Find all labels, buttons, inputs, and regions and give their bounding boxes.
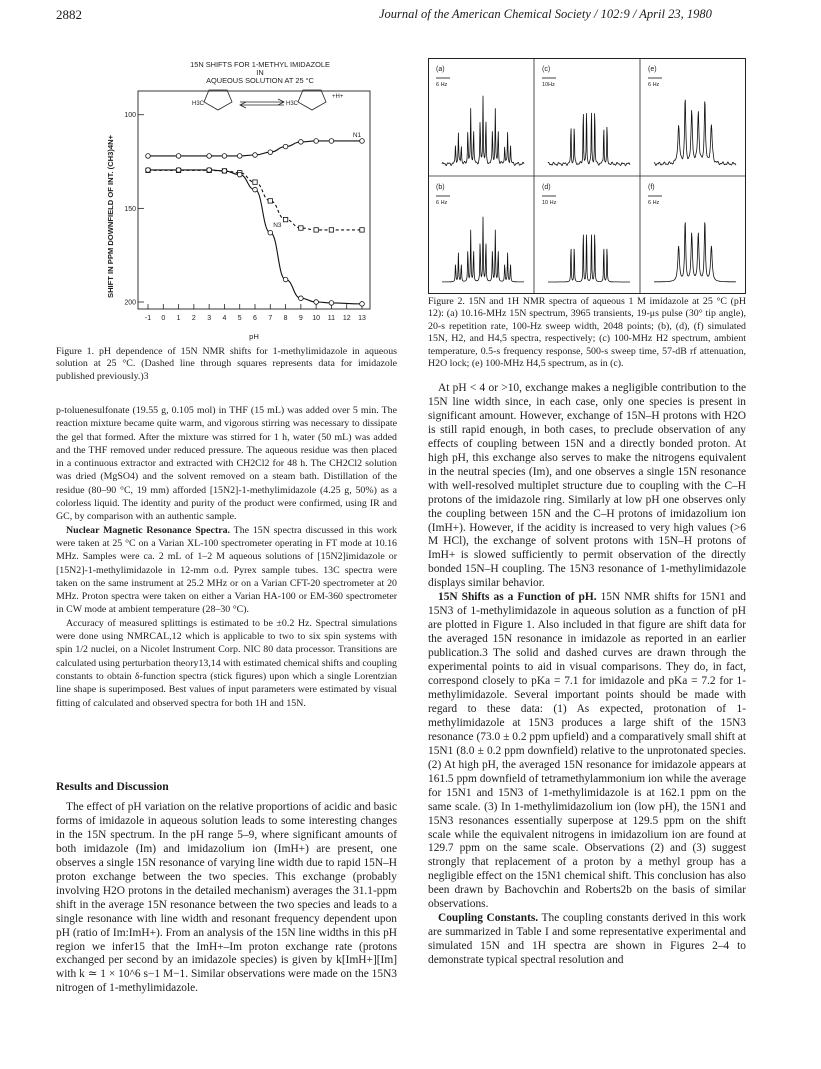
shifts-ph-heading: 15N Shifts as a Function of pH. [438,591,597,604]
x-tick-label: 3 [207,315,212,322]
x-tick-label: 5 [237,315,242,322]
scale-label: 10Hz [542,82,555,88]
y-tick-label: 200 [124,299,136,307]
x-tick-label: 11 [327,315,336,322]
data-point [283,144,288,149]
x-tick-label: 13 [358,315,366,322]
paragraph-nmr-spectra [56,524,397,617]
spectrum-panel-b [436,184,524,282]
data-point [222,154,227,159]
figure-1-caption-text: Figure 1. pH dependence of 15N NMR shifts for 1-methylimidazole in aqueous solution at 25 °C. (Dashed line through squares represents data for imidazole published previously.)3 [56,346,397,382]
left-column-results [56,780,397,996]
results-heading: Results and Discussion [56,780,169,793]
paragraph-exchange: At pH < 4 or >10, exchange makes a negligible contribution to the 15N line width since, in each case, only one species is present in significant amount. However, exchange of 15N–H protons with H2O is still rapid enough, in both cases, to preclude observation of any effects of coupling between 15N and a directly bonded proton. At high pH, this exchange also serves to make the nitrogens equivalent in the neutral species (Im), and one observes a single 15N resonance with well-resolved multiplet structure due to coupling with the C–H protons of the imidazole ring. Similarly at low pH one observes only the coupling between 15N and the C–H protons of imidazolium ion (ImH+). However, if the acidity is increased to very high values (>6 M HCl), the exchange of solvent protons with 15N–H protons of ImH+ is slowed sufficiently to permit observation of the directly bonded 15N–H coupling. The 15N3 resonance of 1-methylimidazole displays similar behavior. [428,382,746,590]
spectrum-panel-c [542,66,630,166]
spectrum-panel-f [648,184,736,282]
data-point [237,154,242,159]
figure-1-chart [100,52,390,344]
coupling-heading: Coupling Constants. [438,912,539,925]
x-tick-label: 1 [176,315,181,322]
data-point [329,301,334,306]
panel-label: (a) [436,66,445,73]
nmr-spectra-text: The 15N spectra discussed in this work were taken at 25 °C on a Varian XL-100 spectrometer operating in FT mode at 10.16 MHz. Samples were ca. 2 mL of 1–2 M aqueous solutions of [15N2]imidazole or [15N2]-1-methylimidazole in 12-mm o.d. Pyrex sample tubes. 13C spectra were taken on the same instrument at 25.2 MHz or on a Varian CFT-20 spectrometer at 20 MHz. Proton spectra were taken on either a Varian HA-100 or EM-360 spectrometer in CW mode at ambient temperature (28–30 °C). [56,524,397,616]
panel-label: (d) [542,184,551,191]
spectrum-panel-a [436,66,524,166]
fig1-title-line2: IN [256,68,264,77]
x-tick-label: 7 [268,315,273,322]
figure-2-caption-text: Figure 2. 15N and 1H NMR spectra of aqueous 1 M imidazole at 25 °C (pH 12): (a) 10.16-MHz 15N spectrum, 3965 transients, 19-μs pulse (30° tip angle), 20-s repetition rate, 100-Hz sweep width, 2048 points; (b), (d), (f) simulated 15N, H2, and H4,5 spectra, respectively; (c) 100-MHz H2 spectrum, ambient temperature, 0.5-s frequency response, 500-s sweep time, 57-dB rf attenuation, H2O lock; (e) 100-MHz H4,5 spectrum, as in (c). [428,296,746,370]
data-point [207,168,212,173]
x-tick-label: 0 [161,315,166,322]
data-point [222,169,227,174]
panel-label: (c) [542,66,551,73]
spectrum-trace [654,100,736,166]
svg-text:H3C: H3C [286,101,299,107]
right-column [428,382,746,968]
data-point [268,199,272,203]
curve-label-n3: N3 [273,222,282,230]
coupling-text: The coupling constants derived in this work are summarized in Table I and some representative experimental and simulated 15N and 1H spectra are shown in Figures 2–4 to demonstrate typical spectral resolution and [428,912,746,967]
data-point [237,172,242,177]
paragraph-accuracy: Accuracy of measured splittings is estimated to be ±0.2 Hz. Spectral simulations were done using NMRCAL,12 which is applicable to two to six spin systems with spin 1/2 nuclei, on a Nicolet Instrument Corp. NIC 80 data processor. Transitions are calculated using perturbation theory13,14 with estimated chemical shifts and coupling constants to obtain δ-function spectra (stick figures) upon which a single Lorentzian line shape is superimposed. Best values of input parameters were estimated by visual fitting of calculated and observed spectra for both 1H and 15N. [56,617,397,709]
scale-label: 6 Hz [436,82,448,88]
data-point [299,140,304,145]
paragraph-shifts-ph [428,591,746,912]
x-tick-label: 10 [312,315,321,322]
data-point [176,168,181,173]
shifts-ph-text: 15N NMR shifts for 15N1 and 15N3 of 1-methylimidazole in aqueous solution as a function of pH are plotted in Figure 1. Also included in that figure are shift data for the averaged 15N resonance in imidazole as reported in an earlier publication.3 The solid and dashed curves are drawn through the experimental points to aid in visual comparisons. They do, in fact, correspond closely to pKa = 7.1 for imidazole and pKa = 7.2 for 1-methylimidazole. Several important points should be made with regard to these data: (1) As expected, protonation of 1-methylimidazole at 15N3 produces a large shift of the 15N3 resonance (73.0 ± 0.2 ppm upfield) and a comparatively small shift at 15N1 (8.0 ± 0.2 ppm downfield) relative to the unprotonated species. (2) At high pH, the averaged 15N resonance for imidazole appears at 161.5 ppm downfield of tetramethylammonium ion while the average for 15N1 and 15N3 of 1-methylimidazole is at 162.1 ppm on the same scale. (3) In 1-methylimidazolium ion (low pH), the 15N1 and 15N3 resonances essentially superpose at 129.5 ppm on the shift scale while the equivalent nitrogens in imidazolium ion are found at 129.7 ppm on the same scale. Observations (2) and (3) suggest strongly that replacement of a proton by a methyl group has a negligible effect on the 15N1 chemical shift. This conclusion has also been drawn by Bachovchin and Roberts2b on the basis of similar observations. [428,591,746,911]
data-point [360,302,365,307]
data-point [360,139,365,144]
spectrum-trace [442,217,524,282]
x-tick-label: 4 [222,315,227,322]
nmr-spectra-heading: Nuclear Magnetic Resonance Spectra. [66,524,231,536]
panel-label: (e) [648,66,657,73]
scale-label: 6 Hz [648,82,660,88]
data-point [268,150,273,155]
x-tick-label: 2 [191,315,196,322]
curve-label-n1: N1 [352,131,362,139]
figure-1-caption [56,346,397,383]
left-column-experimental [56,404,397,710]
data-point [268,230,273,235]
data-point [314,139,319,144]
svg-text:+H+: +H+ [332,94,344,100]
fig1-title-line3: AQUEOUS SOLUTION AT 25 °C [206,76,314,85]
data-point [299,226,303,230]
spectrum-trace [548,235,630,282]
figure-2-caption [428,296,746,370]
data-point [253,180,257,184]
data-point [146,154,151,159]
spectrum-panel-d [542,184,630,282]
data-point [299,296,304,301]
fig1-title-line1: 15N SHIFTS FOR 1-METHYL IMIDAZOLE [190,60,330,69]
series-line-2 [148,170,362,230]
page-number: 2882 [56,7,82,22]
data-point [283,217,287,221]
figure-2-spectra [428,58,746,294]
fig1-ylabel: SHIFT IN PPM DOWNFIELD OF INT. (CH3)4N+ [106,134,115,298]
data-point [329,139,334,144]
data-point [207,154,212,159]
journal-header: Journal of the American Chemical Society / 102:9 / April 23, 1980 [379,7,712,21]
paragraph-ph-effect: The effect of pH variation on the relative proportions of acidic and basic forms of imidazole in aqueous solution leads to some interesting changes in the 15N spectrum. In the pH range 5–9, where significant amounts of both imidazole (Im) and imidazolium ion (ImH+) are present, one observes a single 15N resonance of varying line width due to rapid 15N–H proton exchange between the two species. This exchange (probably involving H2O protons in the detailed mechanism) averages the 31.1-ppm shift in the average 15N resonance between the two species and leads to a single resonance with line width and resonant frequency dependent upon pH (ratio of Im:ImH+). From an analysis of the 15N line widths in this pH region we infer15 that the ImH+–Im proton exchange rate (protons exchanged per second by an imidazole species) is given by k[ImH+][Im] with k ≃ 1 × 10^6 s−1 M−1. Similar observations were made on the 15N3 nitrogen of 1-methylimidazole. [56,801,398,995]
data-point [329,228,333,232]
y-tick-label: 150 [124,205,136,213]
fig1-xlabel: pH [249,332,259,341]
paragraph-coupling [428,912,746,968]
x-tick-label: 6 [253,315,257,322]
x-tick-label: -1 [144,315,152,322]
x-tick-label: 9 [298,315,303,322]
scale-label: 10 Hz [542,200,557,206]
spectrum-panel-e [648,66,736,165]
data-point [314,228,318,232]
data-point [253,153,258,158]
x-tick-label: 12 [342,315,351,322]
data-point [314,300,319,305]
paragraph-synthesis: p-toluenesulfonate (19.55 g, 0.105 mol) in THF (15 mL) was added over 5 min. The reaction mixture became quite warm, and vigorous stirring was necessary to dissipate the gel that formed. After the mixture was stirred for 1 h, water (50 mL) was added and the THF removed under reduced pressure. The aqueous residue was then placed in a continuous extractor and extracted with CH2Cl2 for 48 h. The CH2Cl2 solution was dried (MgSO4) and the solvent removed on a steam bath. Distillation of the residue (80–90 °C, 19 mm) afforded [15N2]-1-methylimidazole (4.25 g, 50%) as a colorless liquid. The identity and purity of the product were confirmed, using IR and GC, by comparison with an authentic sample. [56,405,397,523]
data-point [283,277,288,282]
scale-label: 6 Hz [436,200,448,206]
y-tick-label: 100 [124,112,136,120]
imidazole-equilibrium-structures [192,90,344,110]
x-tick-label: 8 [283,315,288,322]
panel-label: (f) [648,184,655,191]
spectrum-trace [548,113,630,166]
svg-text:H3C: H3C [192,101,205,107]
data-point [253,187,258,192]
data-point [360,228,364,232]
data-point [176,154,181,159]
scale-label: 6 Hz [648,200,660,206]
spectrum-trace [442,96,524,166]
spectrum-trace [654,222,736,282]
panel-label: (b) [436,184,445,191]
data-point [146,168,151,173]
